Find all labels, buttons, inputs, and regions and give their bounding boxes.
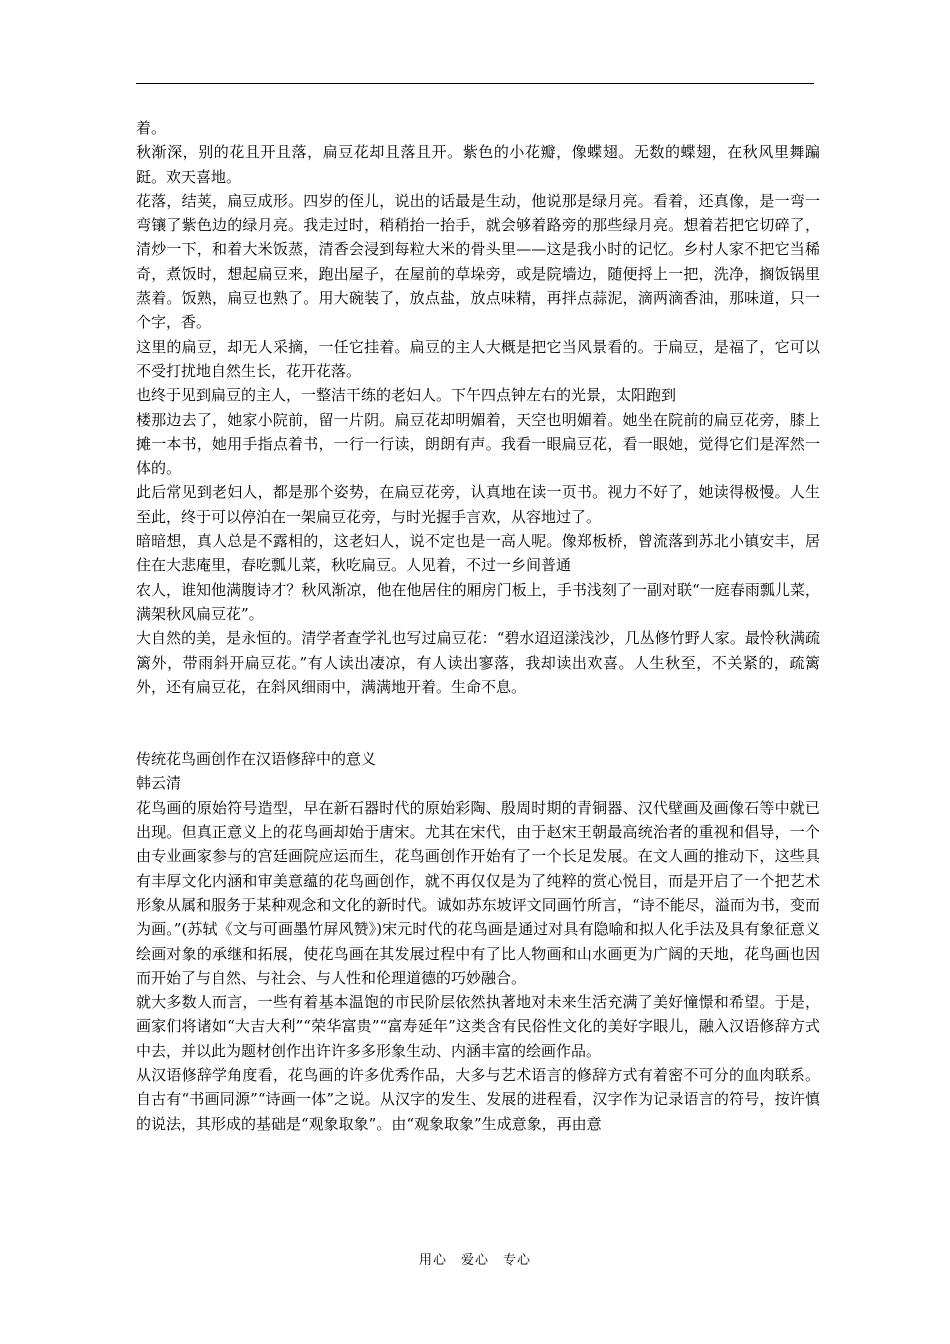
header-rule xyxy=(136,83,814,84)
essay2-paragraph: 就大多数人而言，一些有着基本温饱的市民阶层依然执著地对未来生活充满了美好憧憬和希望。于是，画家们将诸如“大吉大利”“荣华富贵”“富寿延年”这类含有民俗性文化的美好字眼儿，融入汉语修辞方式中去，并以此为题材创作出许许多多形象生动、内涵丰富的绘画作品。 xyxy=(136,993,820,1060)
essay2-paragraph: 从汉语修辞学角度看，花鸟画的许多优秀作品，大多与艺术语言的修辞方式有着密不可分的血肉联系。自古有“书画同源”“诗画一体”之说。从汉字的发生、发展的进程看，汉字作为记录语言的符号，按许慎的说法，其形成的基础是“观象取象”。由“观象取象”生成意象，再由意 xyxy=(136,1065,820,1133)
essay1-paragraph: 着。 xyxy=(136,119,167,137)
essay2-title: 传统花鸟画创作在汉语修辞中的意义 xyxy=(136,750,377,769)
document-body xyxy=(136,116,820,1136)
essay1-paragraph: 这里的扁豆，却无人采摘，一任它挂着。扁豆的主人大概是把它当风景看的。于扁豆，是福了，它可以不受打扰地自然生长，花开花落。 xyxy=(136,337,820,380)
essay2-author: 韩云清 xyxy=(136,774,182,793)
section-gap xyxy=(136,699,820,747)
essay1-paragraph: 暗暗想，真人总是不露相的，这老妇人，说不定也是一高人呢。像郑板桥，曾流落到苏北小镇安丰，居住在大悲庵里，春吃瓢儿菜，秋吃扁豆。人见着，不过一乡间普通 xyxy=(136,532,820,575)
essay1-paragraph: 大自然的美，是永恒的。清学者查学礼也写过扁豆花：“碧水迢迢漾浅沙，几丛修竹野人家。最怜秋满疏篱外，带雨斜开扁豆花。”有人读出凄凉，有人读出寥落，我却读出欢喜。人生秋至，不关紧的，疏篱外，还有扁豆花，在斜风细雨中，满满地开着。生命不息。 xyxy=(136,629,820,696)
essay2-paragraph: 花鸟画的原始符号造型，早在新石器时代的原始彩陶、殷周时期的青铜器、汉代壁画及画像石等中就已出现。但真正意义上的花鸟画却始于唐宋。尤其在宋代，由于赵宋王朝最高统治者的重视和倡导，一个由专业画家参与的宫廷画院应运而生，花鸟画创作开始有了一个长足发展。在文人画的推动下，这些具有丰厚文化内涵和审美意蕴的花鸟画创作，就不再仅仅是为了纯粹的赏心悦目，而是开启了一个把艺术形象从属和服务于某种观念和文化的新时代。诚如苏东坡评文同画竹所言，“诗不能尽，溢而为书，变而为画。”(苏轼《文与可画墨竹屏风赞》)宋元时代的花鸟画是通过对具有隐喻和拟人化手法及具有象征意义绘画对象的承继和拓展，使花鸟画在其发展过程中有了比人物画和山水画更为广阔的天地，花鸟画也因而开始了与自然、与社会、与人性和伦理道德的巧妙融合。 xyxy=(136,798,820,987)
page-footer: 用心 爱心 专心 xyxy=(418,1253,531,1268)
essay1-paragraph: 秋渐深，别的花且开且落，扁豆花却且落且开。紫色的小花瓣，像蝶翅。无数的蝶翅，在秋风里舞蹁跹。欢天喜地。 xyxy=(136,143,820,186)
essay1-paragraph: 也终于见到扁豆的主人，一整洁干练的老妇人。下午四点钟左右的光景，太阳跑到 xyxy=(136,386,677,405)
essay1-paragraph: 花落，结荚，扁豆成形。四岁的侄儿，说出的话最是生动，他说那是绿月亮。看着，还真像，是一弯一弯镶了紫色边的绿月亮。我走过时，稍稍抬一抬手，就会够着路旁的那些绿月亮。想着若把它切碎了，清炒一下，和着大米饭蒸，清香会浸到每粒大米的骨头里——这是我小时的记忆。乡村人家不把它当稀奇，煮饭时，想起扁豆来，跑出屋子，在屋前的草垛旁，或是院墙边，随便捋上一把，洗净，搁饭锅里蒸着。饭熟，扁豆也熟了。用大碗装了，放点盐，放点味精，再拌点蒜泥，滴两滴香油，那味道，只一个字，香。 xyxy=(136,191,820,332)
essay1-paragraph: 楼那边去了，她家小院前，留一片阴。扁豆花却明媚着，天空也明媚着。她坐在院前的扁豆花旁，膝上摊一本书，她用手指点着书，一行一行读，朗朗有声。我看一眼扁豆花，看一眼她，觉得它们是浑然一体的。 xyxy=(136,410,820,478)
essay1-paragraph: 农人，谁知他满腹诗才？秋风渐凉，他在他居住的厢房门板上，手书浅刻了一副对联“一庭春雨瓢儿菜，满架秋风扁豆花”。 xyxy=(136,580,820,623)
essay1-paragraph: 此后常见到老妇人，都是那个姿势，在扁豆花旁，认真地在读一页书。视力不好了，她读得极慢。人生至此，终于可以停泊在一架扁豆花旁，与时光握手言欢，从容地过了。 xyxy=(136,483,820,526)
